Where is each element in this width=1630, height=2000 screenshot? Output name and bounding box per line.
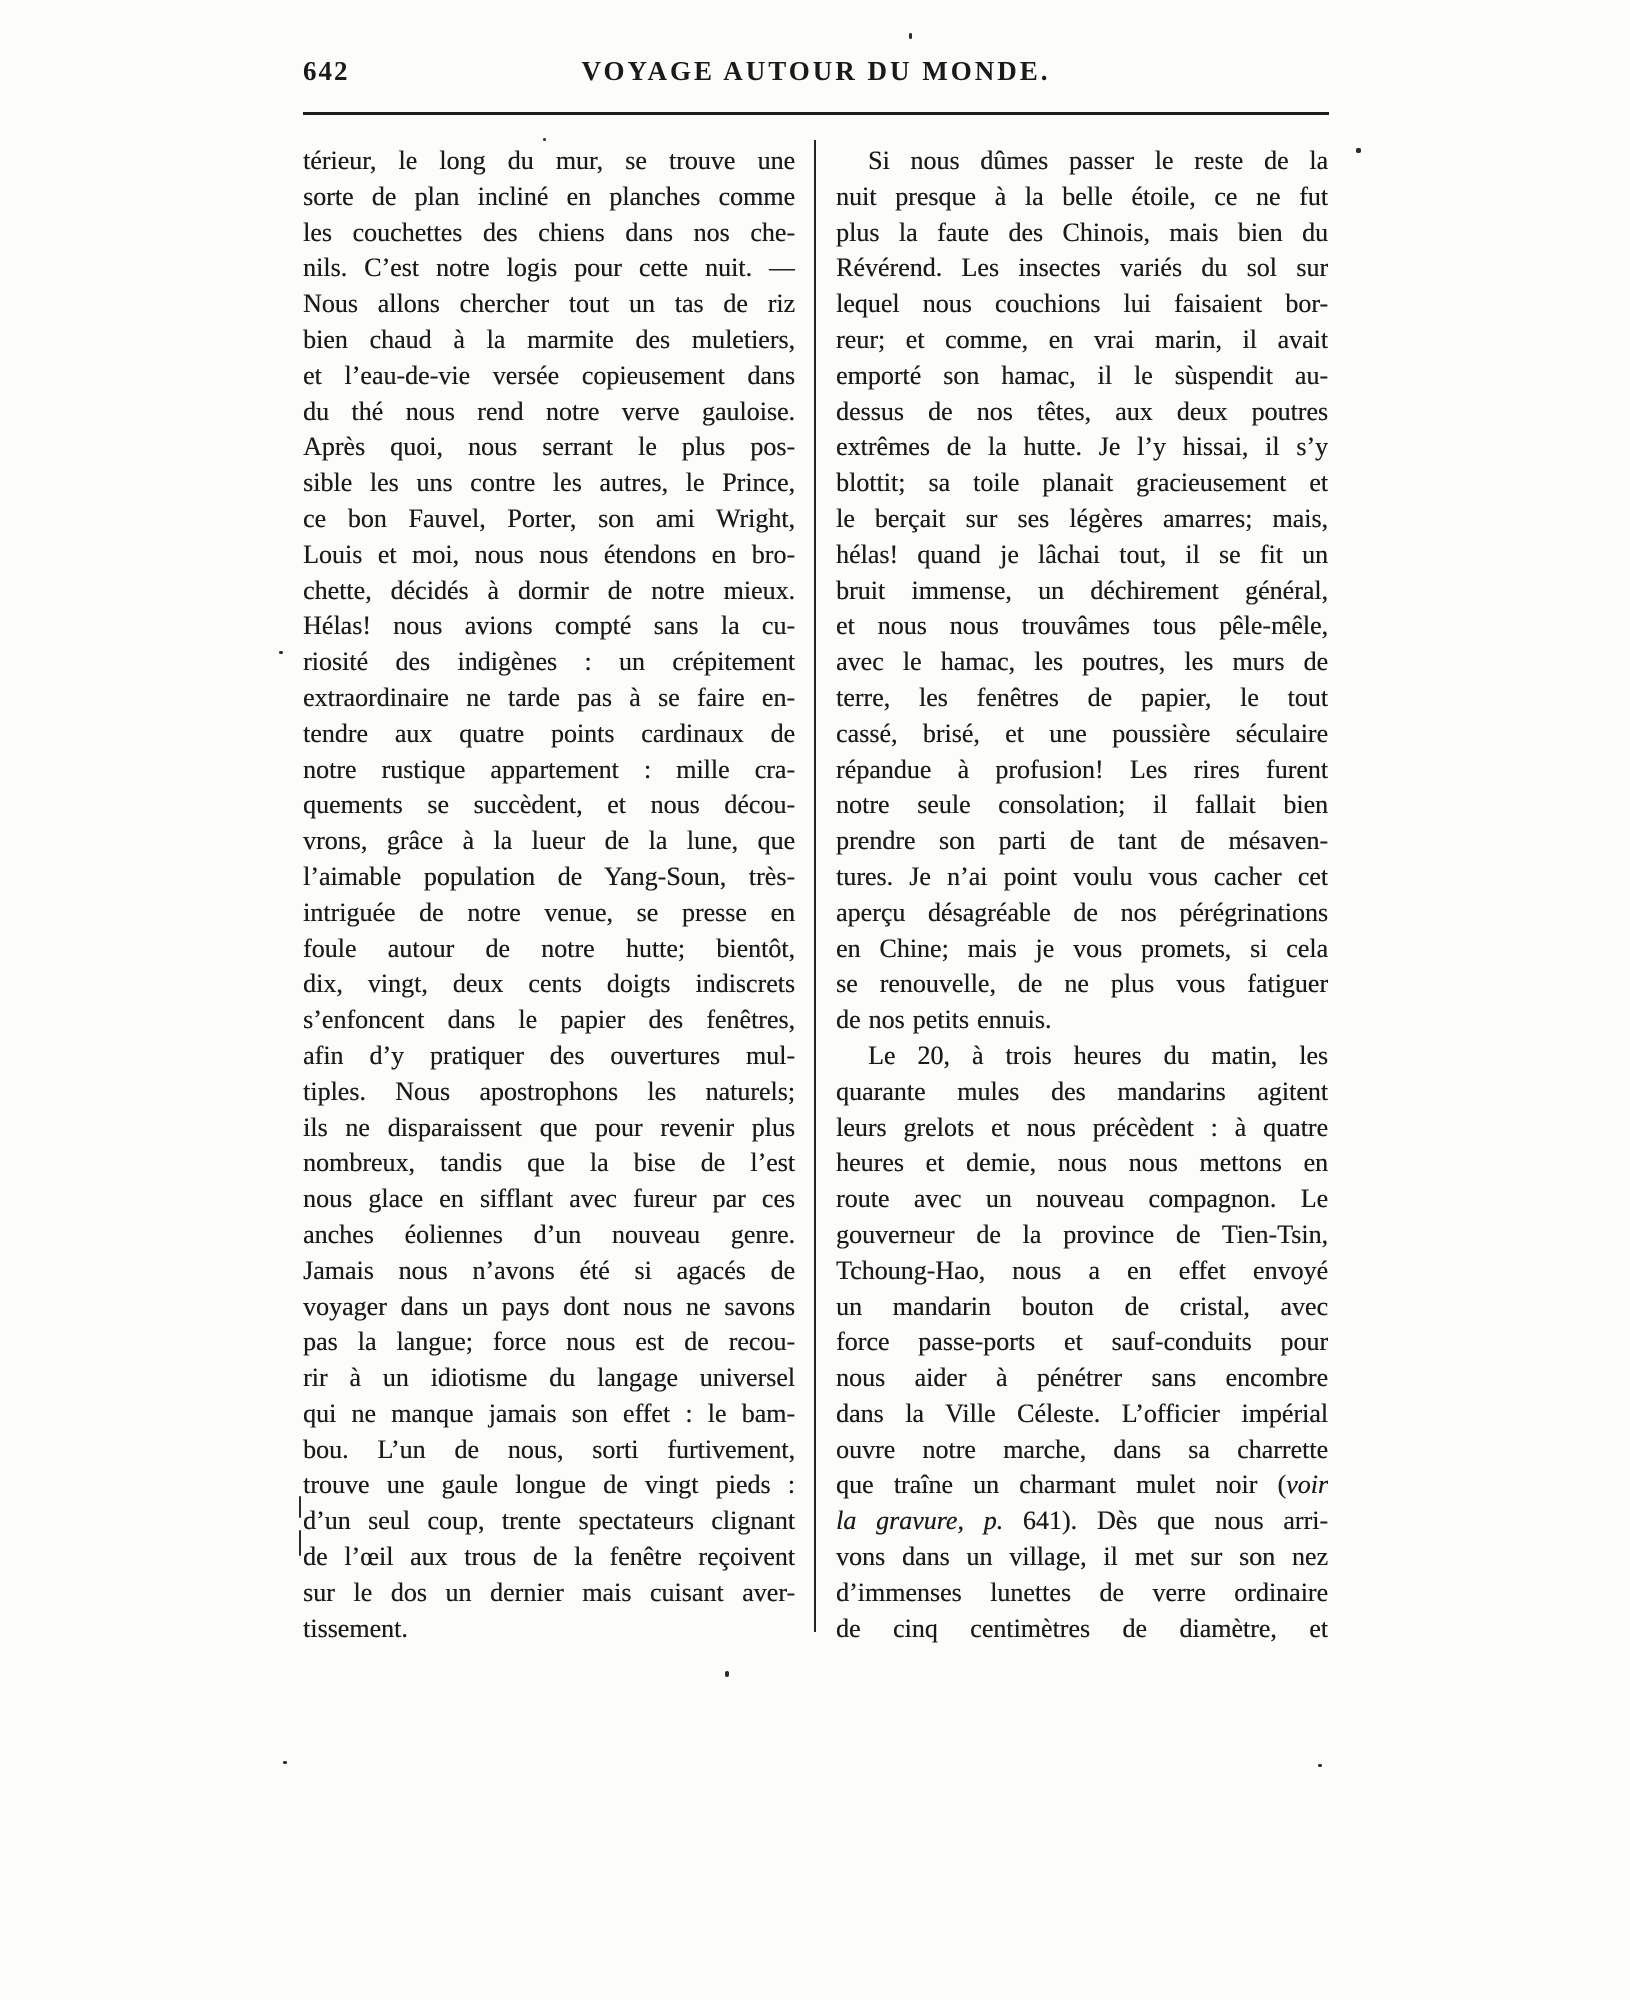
text-line: sorte de plan incliné en planches comme (303, 181, 795, 211)
text-line: quements se succèdent, et nous décou- (303, 790, 795, 820)
text-line: de nos petits ennuis. (836, 1005, 1052, 1035)
text-line: Tchoung-Hao, nous a en effet envoyé (836, 1255, 1328, 1285)
text-line: emporté son hamac, il le sùspendit au- (836, 360, 1328, 390)
text-line: s’enfoncent dans le papier des fenêtres, (303, 1005, 795, 1035)
text-line: Le 20, à trois heures du matin, les (868, 1040, 1328, 1070)
text-line: Si nous dûmes passer le reste de la (868, 146, 1328, 175)
text-line: foule autour de notre hutte; bientôt, (303, 933, 795, 963)
text-line: quarante mules des mandarins agitent (836, 1076, 1328, 1106)
text-line: trouve une gaule longue de vingt pieds : (303, 1470, 795, 1500)
text-line: prendre son parti de tant de mésaven- (836, 826, 1328, 856)
scan-speck (279, 651, 283, 654)
text-line: Après quoi, nous serrant le plus pos- (303, 432, 795, 462)
text-line: ouvre notre marche, dans sa charrette (836, 1434, 1328, 1464)
text-line: sur le dos un dernier mais cuisant aver- (303, 1577, 795, 1607)
text-column-left (303, 143, 795, 1646)
scan-speck (283, 1761, 287, 1764)
text-line: gouverneur de la province de Tien-Tsin, (836, 1219, 1328, 1249)
text-line: l’aimable population de Yang-Soun, très- (303, 861, 795, 891)
text-line: dix, vingt, deux cents doigts indiscrets (303, 969, 795, 999)
text-line: sible les uns contre les autres, le Prince, (303, 468, 795, 498)
text-column-right (836, 143, 1328, 1646)
text-line: Hélas! nous avions compté sans la cu- (303, 611, 795, 641)
text-line: riosité des indigènes : un crépitement (303, 647, 795, 677)
text-line: leurs grelots et nous précèdent : à quatre (836, 1112, 1328, 1142)
scan-speck (909, 33, 912, 39)
text-line: notre seule consolation; il fallait bien (836, 790, 1328, 820)
page-number: 642 (303, 56, 350, 86)
text-line: bruit immense, un déchirement général, (836, 575, 1328, 605)
text-line: anches éoliennes d’un nouveau genre. (303, 1219, 795, 1249)
text-line: extrêmes de la hutte. Je l’y hissai, il s’y (836, 432, 1328, 462)
text-line: d’un seul coup, trente spectateurs clignant (303, 1506, 795, 1536)
text-line: bien chaud à la marmite des muletiers, (303, 324, 795, 354)
text-line: Nous allons chercher tout un tas de riz (303, 289, 795, 319)
text-line: de l’œil aux trous de la fenêtre reçoivent (303, 1542, 795, 1572)
text-line: avec le hamac, les poutres, les murs de (836, 647, 1328, 677)
header-rule (303, 112, 1329, 115)
text-line: du thé nous rend notre verve gauloise. (303, 396, 795, 426)
text-line: lequel nous couchions lui faisaient bor- (836, 289, 1328, 319)
text-line: que traîne un charmant mulet noir (voir (836, 1470, 1328, 1500)
text-line: vrons, grâce à la lueur de la lune, que (303, 826, 795, 856)
text-line: bou. L’un de nous, sorti furtivement, (303, 1434, 795, 1464)
text-line: Révérend. Les insectes variés du sol sur (836, 253, 1328, 283)
scan-speck (299, 1496, 301, 1518)
text-line: térieur, le long du mur, se trouve une (303, 146, 795, 175)
text-line: se renouvelle, de ne plus vous fatiguer (836, 969, 1328, 999)
scan-speck (299, 1530, 301, 1556)
text-line: tendre aux quatre points cardinaux de (303, 718, 795, 748)
text-line: cassé, brisé, et une poussière séculaire (836, 718, 1328, 748)
text-line: hélas! quand je lâchai tout, il se fit un (836, 539, 1328, 569)
text-line: route avec un nouveau compagnon. Le (836, 1184, 1328, 1214)
text-line: nuit presque à la belle étoile, ce ne fut (836, 181, 1328, 211)
text-line: le berçait sur ses légères amarres; mais, (836, 503, 1328, 533)
running-title: VOYAGE AUTOUR DU MONDE. (581, 56, 1051, 86)
text-line: la gravure, p. 641). Dès que nous arri- (836, 1506, 1328, 1536)
text-line: plus la faute des Chinois, mais bien du (836, 217, 1328, 247)
scan-speck (1356, 148, 1361, 153)
text-line: nombreux, tandis que la bise de l’est (303, 1148, 795, 1178)
text-line: tissement. (303, 1613, 408, 1643)
text-line: force passe-ports et sauf-conduits pour (836, 1327, 1328, 1357)
text-line: pas la langue; force nous est de recou- (303, 1327, 795, 1357)
text-line: dessus de nos têtes, aux deux poutres (836, 396, 1328, 426)
text-line: ce bon Fauvel, Porter, son ami Wright, (303, 503, 795, 533)
text-line: afin d’y pratiquer des ouvertures mul- (303, 1040, 795, 1070)
text-line: répandue à profusion! Les rires furent (836, 754, 1328, 784)
text-line: notre rustique appartement : mille cra- (303, 754, 795, 784)
text-line: nils. C’est notre logis pour cette nuit. — (303, 253, 795, 283)
text-line: voyager dans un pays dont nous ne savons (303, 1291, 795, 1321)
text-line: intriguée de notre venue, se presse en (303, 897, 795, 927)
text-line: Jamais nous n’avons été si agacés de (303, 1255, 795, 1285)
text-line: qui ne manque jamais son effet : le bam- (303, 1398, 795, 1428)
text-line: en Chine; mais je vous promets, si cela (836, 933, 1328, 963)
scan-speck (725, 1671, 729, 1677)
text-line: heures et demie, nous nous mettons en (836, 1148, 1328, 1178)
text-line: chette, décidés à dormir de notre mieux. (303, 575, 795, 605)
text-line: Louis et moi, nous nous étendons en bro- (303, 539, 795, 569)
text-line: nous glace en sifflant avec fureur par ces (303, 1184, 795, 1214)
text-line: extraordinaire ne tarde pas à se faire en- (303, 682, 795, 712)
text-line: nous aider à pénétrer sans encombre (836, 1363, 1328, 1393)
text-line: dans la Ville Céleste. L’officier impérial (836, 1398, 1328, 1428)
text-line: vons dans un village, il met sur son nez (836, 1542, 1328, 1572)
text-line: tiples. Nous apostrophons les naturels; (303, 1076, 795, 1106)
text-line: aperçu désagréable de nos pérégrinations (836, 897, 1328, 927)
scan-speck (543, 138, 546, 141)
scan-speck (1318, 1764, 1322, 1767)
text-line: rir à un idiotisme du langage universel (303, 1363, 795, 1393)
text-line: ils ne disparaissent que pour revenir plus (303, 1112, 795, 1142)
text-line: blottit; sa toile planait gracieusement et (836, 468, 1328, 498)
column-divider (814, 140, 816, 1632)
text-line: et l’eau-de-vie versée copieusement dans (303, 360, 795, 390)
text-line: reur; et comme, en vrai marin, il avait (836, 324, 1328, 354)
text-line: de cinq centimètres de diamètre, et (836, 1613, 1328, 1643)
text-line: les couchettes des chiens dans nos che- (303, 217, 795, 247)
text-line: tures. Je n’ai point voulu vous cacher cet (836, 861, 1328, 891)
text-line: d’immenses lunettes de verre ordinaire (836, 1577, 1328, 1607)
text-line: et nous nous trouvâmes tous pêle-mêle, (836, 611, 1328, 641)
text-line: terre, les fenêtres de papier, le tout (836, 682, 1328, 712)
text-line: un mandarin bouton de cristal, avec (836, 1291, 1328, 1321)
